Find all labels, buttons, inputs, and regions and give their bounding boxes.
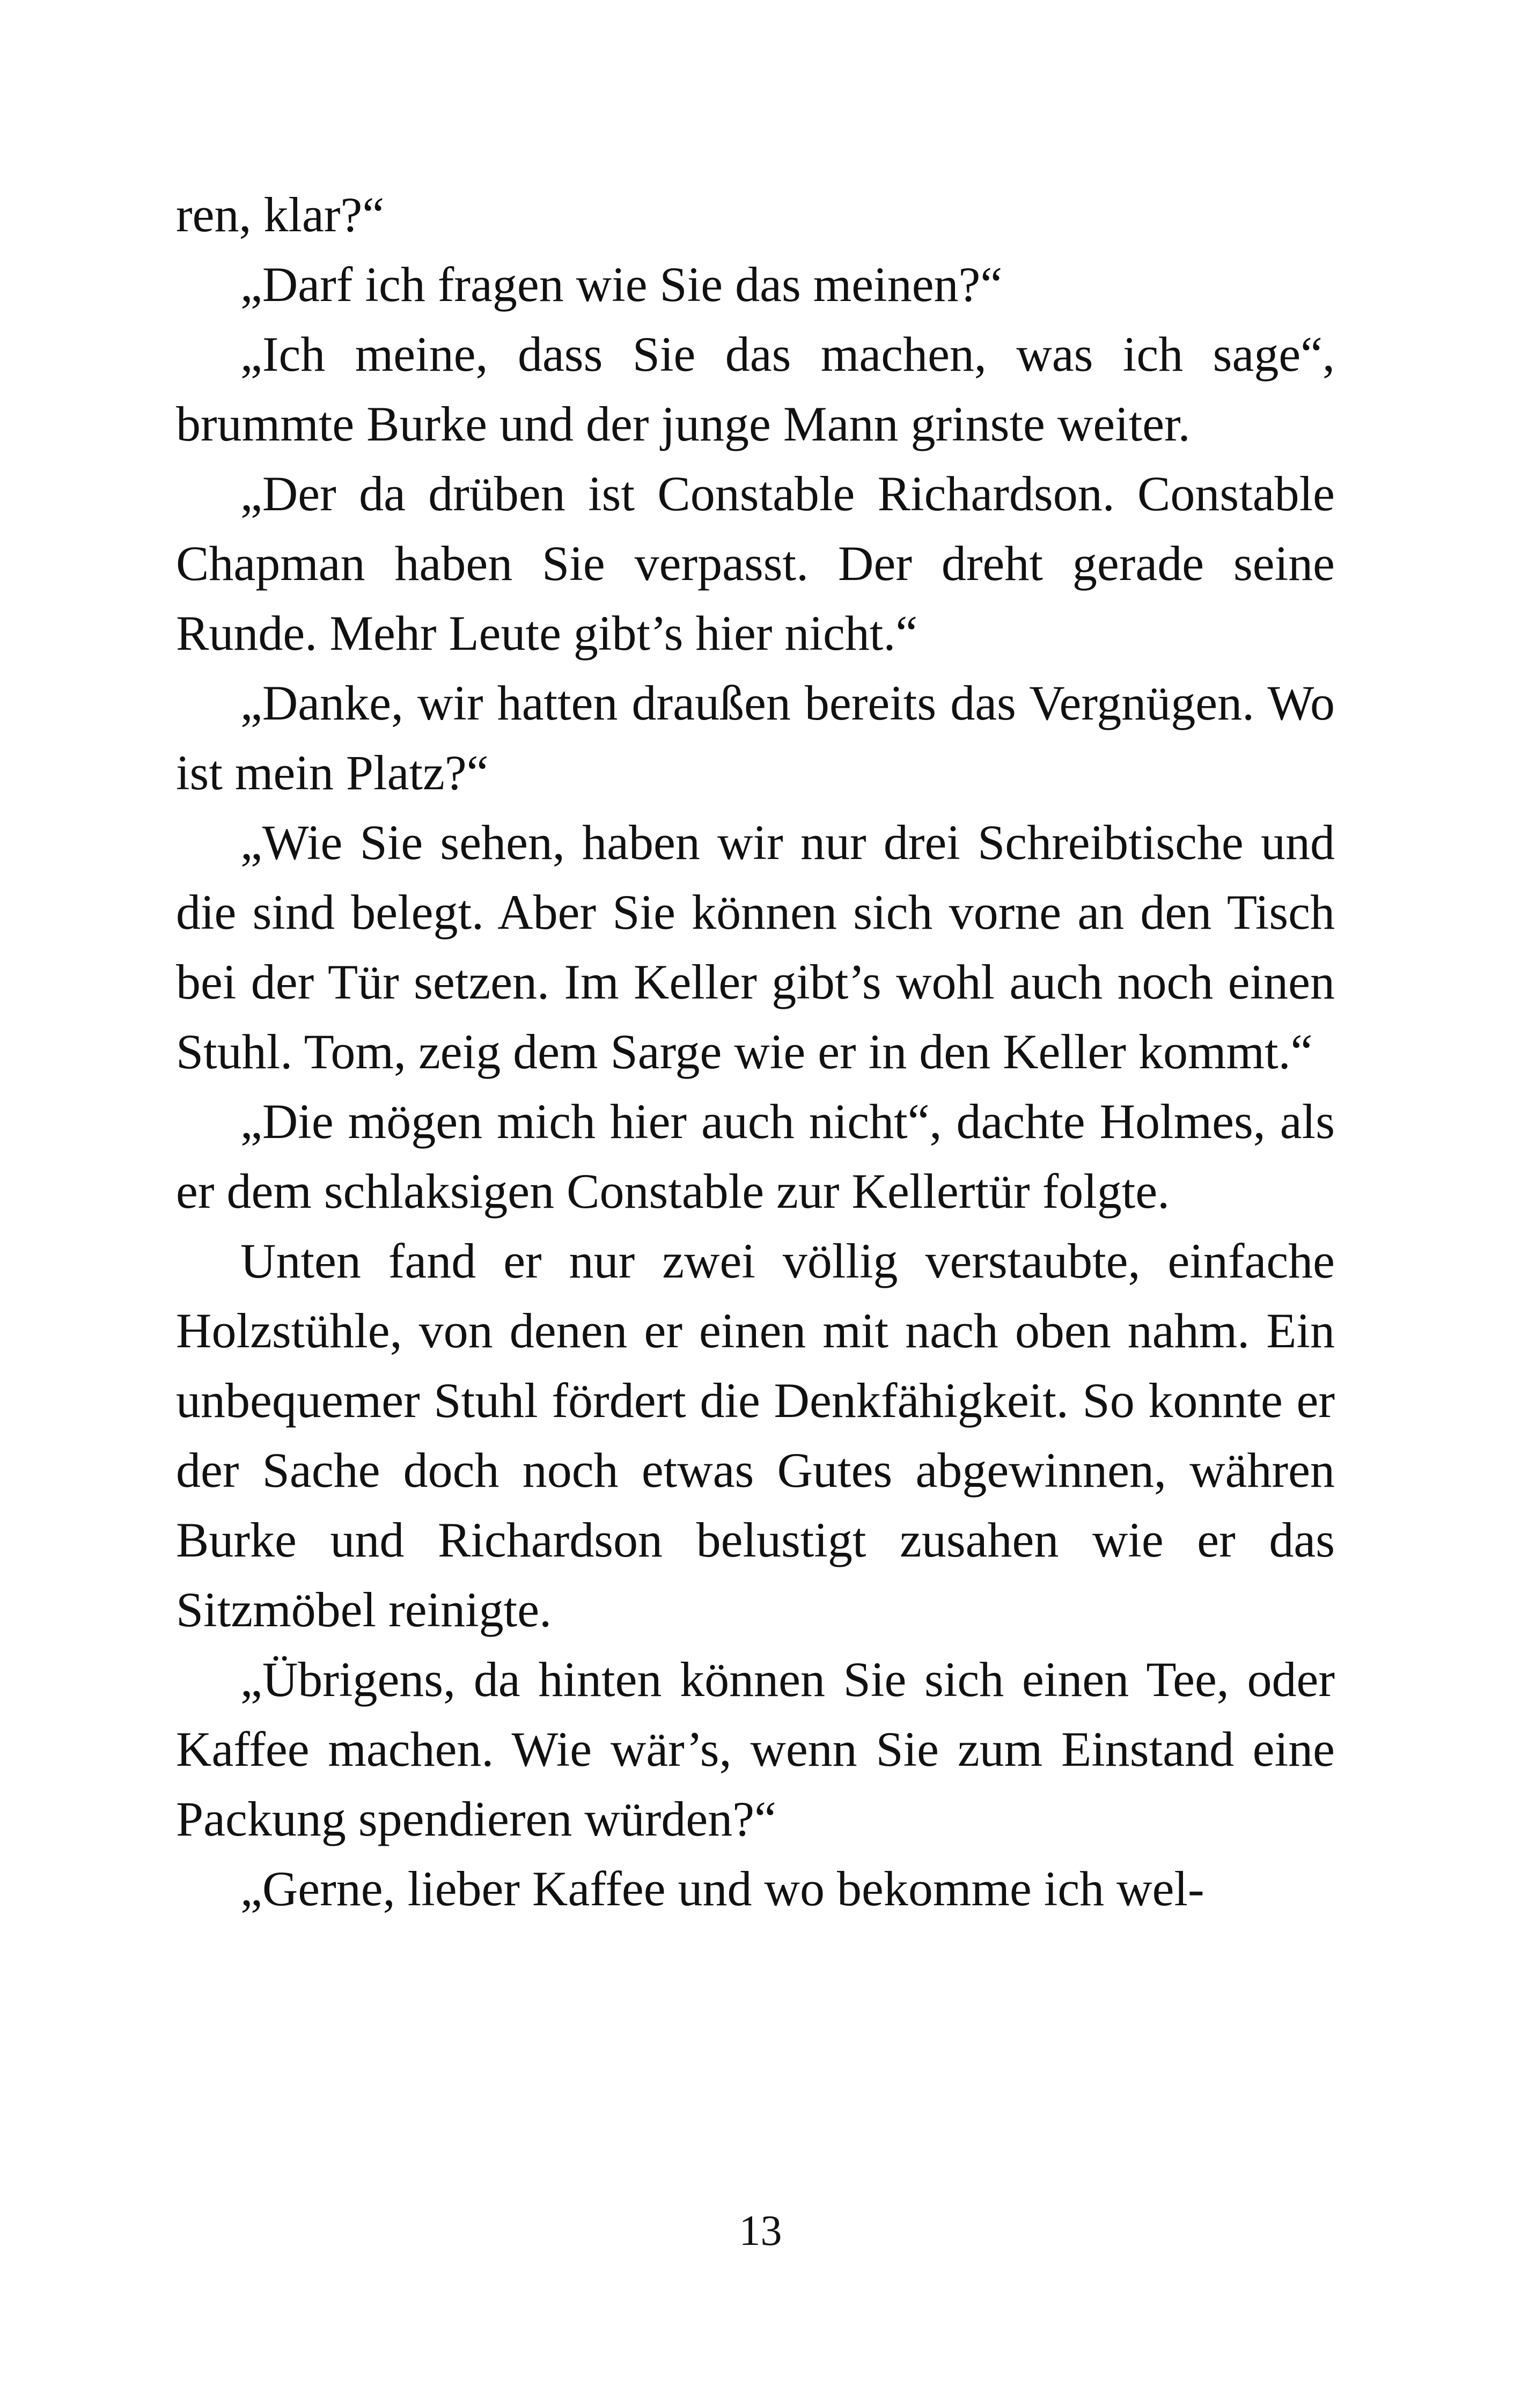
paragraph: ren, klar?“	[176, 187, 385, 242]
paragraph: „Wie Sie sehen, haben wir nur drei Schreibtische und die sind belegt. Aber Sie können sich vorne an den Tisch bei der Tür setzen. Im Keller gibt’s wohl auch noch einen Stuhl. Tom, zeig dem Sarge wie er in den Keller kommt.“	[176, 815, 1335, 1079]
paragraph: „Ich meine, dass Sie das machen, was ich sage“, brummte Burke und der junge Mann grinste weiter.	[176, 327, 1335, 451]
paragraph: „Übrigens, da hinten können Sie sich einen Tee, oder Kaffee machen. Wie wär’s, wenn Sie zum Einstand eine Packung spendieren würden?“	[176, 1652, 1335, 1846]
paragraph: „Gerne, lieber Kaffee und wo bekomme ich wel-	[240, 1861, 1204, 1916]
paragraph: „Danke, wir hatten draußen bereits das Vergnügen. Wo ist mein Platz?“	[176, 676, 1335, 800]
paragraph: „Die mögen mich hier auch nicht“, dachte Holmes, als er dem schlaksigen Constable zur Kellertür folgte.	[176, 1094, 1335, 1218]
paragraph: „Der da drüben ist Constable Richardson. Constable Chapman haben Sie verpasst. Der dreht gerade seine Runde. Mehr Leute gibt’s hier nicht.“	[176, 466, 1335, 660]
body-text	[176, 180, 1335, 1924]
paragraph: „Darf ich fragen wie Sie das meinen?“	[240, 257, 1003, 312]
paragraph: Unten fand er nur zwei völlig verstaubte, einfache Holzstühle, von denen er einen mit nach oben nahm. Ein unbequemer Stuhl fördert die Denkfähigkeit. So konnte er der Sache doch noch etwas Gutes abgewinnen, währen Burke und Richardson belustigt zusahen wie er das Sitzmöbel reinigte.	[176, 1234, 1335, 1637]
page-number: 13	[739, 2207, 782, 2255]
